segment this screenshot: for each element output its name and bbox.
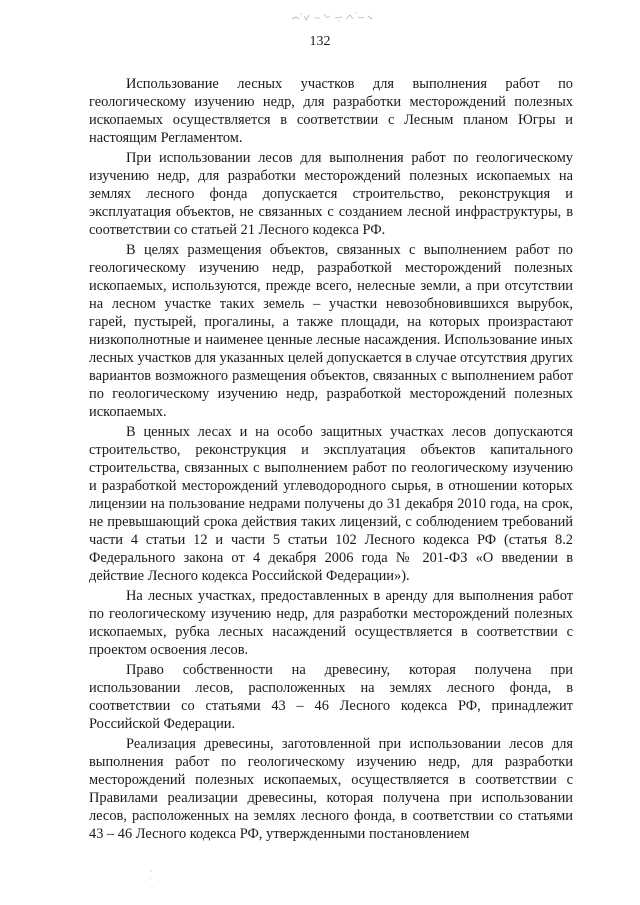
paragraph-5: На лесных участках, предоставленных в аренду для выполнения работ по геологическому изучению недр, для разработки месторождений полезных ископаемых, рубка лесных насаждений осуществляется в соответствии с проектом освоения лесов. [89,588,573,658]
paragraph-4: В ценных лесах и на особо защитных участках лесов допускаются строительство, реконструкция и эксплуатация объектов капитального строительства, связанных с выполнением работ по геологическому изучению и разработкой месторождений углеводородного сырья, в отношении которых лицензии на пользование недрами получены до 31 декабря 2010 года, на срок, не превышающий срока действия таких лицензий, с соблюдением требований части 4 статьи 12 и части 5 статьи 102 Лесного кодекса РФ (статья 8.2 Федерального закона от 4 декабря 2006 года № 201-ФЗ «О введении в действие Лесного кодекса Российской Федерации»). [89,424,573,584]
scan-artifact-mark [290,10,375,24]
page-number: 132 [309,34,331,49]
body-text [89,75,573,845]
paragraph-6: Право собственности на древесину, которая получена при использовании лесов, расположенных на землях лесного фонда, в соответствии со статьями 43 – 46 Лесного кодекса РФ, принадлежит Российской Федерации. [89,662,573,732]
paragraph-1: Использование лесных участков для выполнения работ по геологическому изучению недр, для разработки месторождений полезных ископаемых осуществляется в соответствии с Лесным планом Югры и настоящим Регламентом. [89,76,573,146]
scan-artifact-dots [148,868,154,894]
paragraph-2: При использовании лесов для выполнения работ по геологическому изучению недр, для разработки месторождений полезных ископаемых на землях лесного фонда допускается строительство, реконструкция и эксплуатация объектов, не связанных с созданием лесной инфраструктуры, в соответствии со статьей 21 Лесного кодекса РФ. [89,150,573,238]
paragraph-3: В целях размещения объектов, связанных с выполнением работ по геологическому изучению недр, разработкой месторождений полезных ископаемых, используются, прежде всего, нелесные земли, а при отсутствии на лесном участке таких земель – участки невозобновившихся вырубок, гарей, пустырей, прогалины, а также площади, на которых произрастают низкополнотные и наименее ценные лесные насаждения. Использование иных лесных участков для указанных целей допускается в случае отсутствия других вариантов возможного размещения объектов, связанных с выполнением работ по геологическому изучению недр, разработкой месторождений полезных ископаемых. [89,242,574,420]
paragraph-7: Реализация древесины, заготовленной при использовании лесов для выполнения работ по геологическому изучению недр, для разработки месторождений полезных ископаемых, осуществляется в соответствии с Правилами реализации древесины, которая получена при использовании лесов, расположенных на землях лесного фонда, в соответствии со статьями 43 – 46 Лесного кодекса РФ, утвержденными постановлением [89,736,573,842]
